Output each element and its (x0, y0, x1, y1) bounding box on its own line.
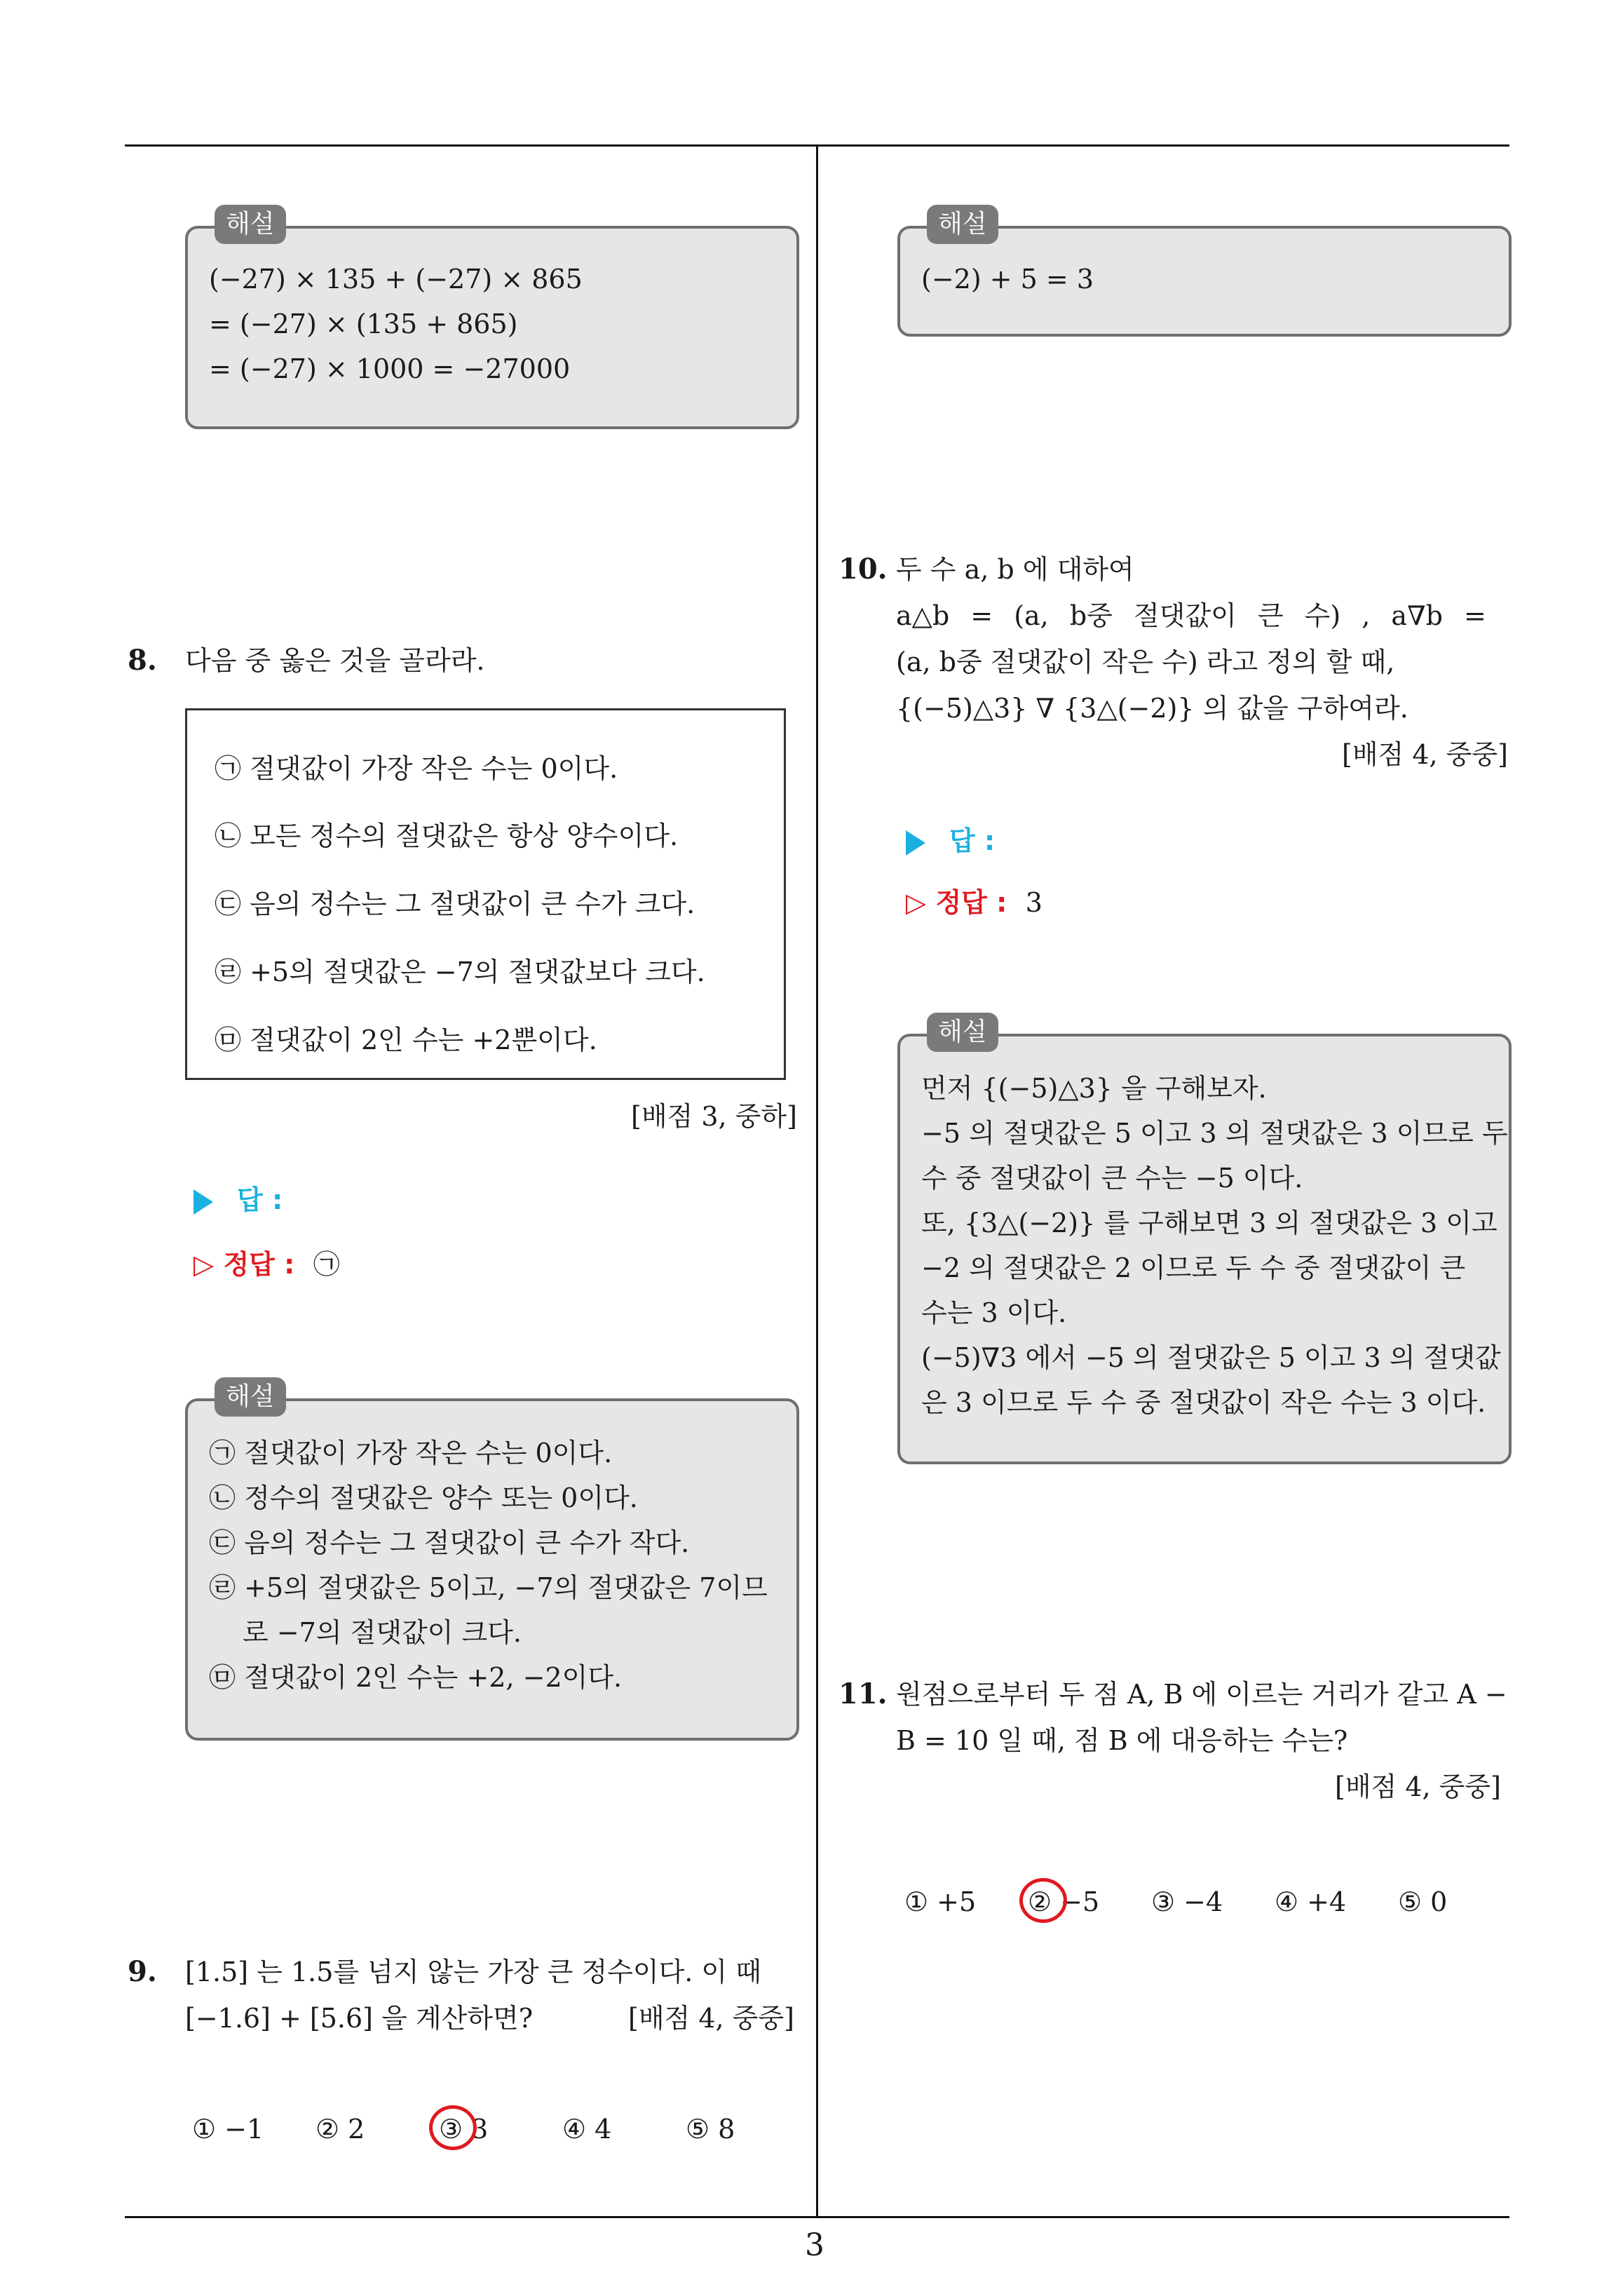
explanation-line: ㉠ 절댓값이 가장 작은 수는 0이다. (209, 1438, 613, 1468)
question-number: 10. (838, 553, 888, 586)
choice-item[interactable]: ③ −4 (1151, 1886, 1223, 1917)
explanation-line: −2 의 절댓값은 2 이므로 두 수 중 절댓값이 큰 (921, 1252, 1466, 1283)
explanation-line: 수는 3 이다. (921, 1297, 1067, 1328)
choice-item[interactable]: ② 2 (315, 2114, 365, 2145)
explanation-line: ㉢ 음의 정수는 그 절댓값이 큰 수가 작다. (209, 1527, 690, 1558)
correct-value: 3 (1025, 887, 1043, 918)
answer-label: 답 : (949, 825, 996, 856)
choice-item[interactable]: ④ 4 (562, 2114, 612, 2145)
choice-item[interactable]: ① −1 (192, 2114, 264, 2145)
explanation-line: (−27) × 135 + (−27) × 865 (209, 264, 583, 295)
correct-answer-row (906, 881, 1043, 919)
option-item: ㉢ 음의 정수는 그 절댓값이 큰 수가 크다. (215, 889, 695, 919)
explanation-tag: 해설 (927, 205, 998, 244)
play-arrow-icon (193, 1189, 213, 1215)
selected-choice-circle-icon (1019, 1878, 1067, 1923)
option-item: ㉡ 모든 정수의 절댓값은 항상 양수이다. (215, 821, 679, 851)
question-text: (a, b중 절댓값이 작은 수) 라고 정의 할 때, (896, 647, 1395, 677)
answer-row (193, 1178, 283, 1217)
answer-label: 답 : (237, 1184, 283, 1215)
page-number: 3 (805, 2227, 824, 2263)
question-text: {(−5)△3} ∇ {3△(−2)} 의 값을 구하여라. (896, 693, 1408, 724)
correct-value: ㉠ (313, 1249, 340, 1280)
explanation-tag: 해설 (927, 1013, 998, 1052)
explanation-line: ㉣ +5의 절댓값은 5이고, −7의 절댓값은 7이므 (209, 1572, 768, 1603)
question-text: 다음 중 옳은 것을 골라라. (185, 645, 485, 676)
explanation-line: = (−27) × 1000 = −27000 (209, 353, 571, 384)
explanation-line: −5 의 절댓값은 5 이고 3 의 절댓값은 3 이므로 두 (921, 1118, 1508, 1149)
bottom-rule (125, 2216, 1509, 2218)
explanation-line: ㉤ 절댓값이 2인 수는 +2, −2이다. (209, 1662, 623, 1693)
selected-choice-circle-icon (429, 2105, 477, 2150)
correct-label: ▷ 정답 : (906, 887, 1007, 918)
score-label: [배점 4, 중중] (1335, 1771, 1501, 1802)
score-label: [배점 3, 중하] (631, 1101, 797, 1132)
explanation-line: ㉡ 정수의 절댓값은 양수 또는 0이다. (209, 1483, 638, 1513)
column-divider (816, 144, 818, 2217)
choice-item[interactable]: ④ +4 (1275, 1886, 1347, 1917)
explanation-line: = (−27) × (135 + 865) (209, 309, 518, 339)
question-text: [−1.6] + [5.6] 을 계산하면? (185, 2003, 534, 2034)
explanation-tag: 해설 (215, 1377, 286, 1417)
question-text: 두 수 a, b 에 대하여 (896, 554, 1134, 585)
option-item: ㉣ +5의 절댓값은 −7의 절댓값보다 크다. (215, 957, 705, 987)
score-label: [배점 4, 중중] (628, 2003, 794, 2034)
explanation-line: (−2) + 5 = 3 (921, 264, 1094, 295)
explanation-line: 또, {3△(−2)} 를 구해보면 3 의 절댓값은 3 이고 (921, 1208, 1498, 1238)
explanation-tag: 해설 (215, 205, 286, 244)
play-arrow-icon (906, 830, 925, 856)
option-item: ㉤ 절댓값이 2인 수는 +2뿐이다. (215, 1025, 597, 1055)
choice-item[interactable]: ③ 3 (439, 2114, 489, 2145)
choice-item[interactable]: ⑤ 8 (686, 2114, 735, 2145)
choice-item[interactable]: ① +5 (904, 1886, 977, 1917)
option-item: ㉠ 절댓값이 가장 작은 수는 0이다. (215, 753, 618, 784)
question-text: B = 10 일 때, 점 B 에 대응하는 수는? (896, 1725, 1348, 1756)
answer-row (906, 819, 995, 858)
choice-item[interactable]: ② −5 (1028, 1886, 1100, 1917)
explanation-line: (−5)∇3 에서 −5 의 절댓값은 5 이고 3 의 절댓값 (921, 1342, 1501, 1373)
explanation-line: 수 중 절댓값이 큰 수는 −5 이다. (921, 1163, 1303, 1194)
explanation-line: 은 3 이므로 두 수 중 절댓값이 작은 수는 3 이다. (921, 1387, 1486, 1418)
question-number: 11. (838, 1677, 888, 1710)
correct-answer-row (193, 1243, 340, 1281)
explanation-line: 먼저 {(−5)△3} 을 구해보자. (921, 1073, 1267, 1104)
question-text: a△b = (a, b중 절댓값이 큰 수) , a∇b = (896, 600, 1486, 631)
choice-item[interactable]: ⑤ 0 (1398, 1886, 1448, 1917)
correct-label: ▷ 정답 : (193, 1249, 295, 1280)
question-text: [1.5] 는 1.5를 넘지 않는 가장 큰 정수이다. 이 때 (185, 1957, 761, 1987)
question-text: 원점으로부터 두 점 A, B 에 이르는 거리가 같고 A − (896, 1679, 1507, 1710)
question-number: 9. (128, 1955, 157, 1988)
score-label: [배점 4, 중중] (1342, 739, 1508, 770)
question-number: 8. (128, 644, 157, 677)
explanation-line: 로 −7의 절댓값이 크다. (243, 1617, 522, 1648)
